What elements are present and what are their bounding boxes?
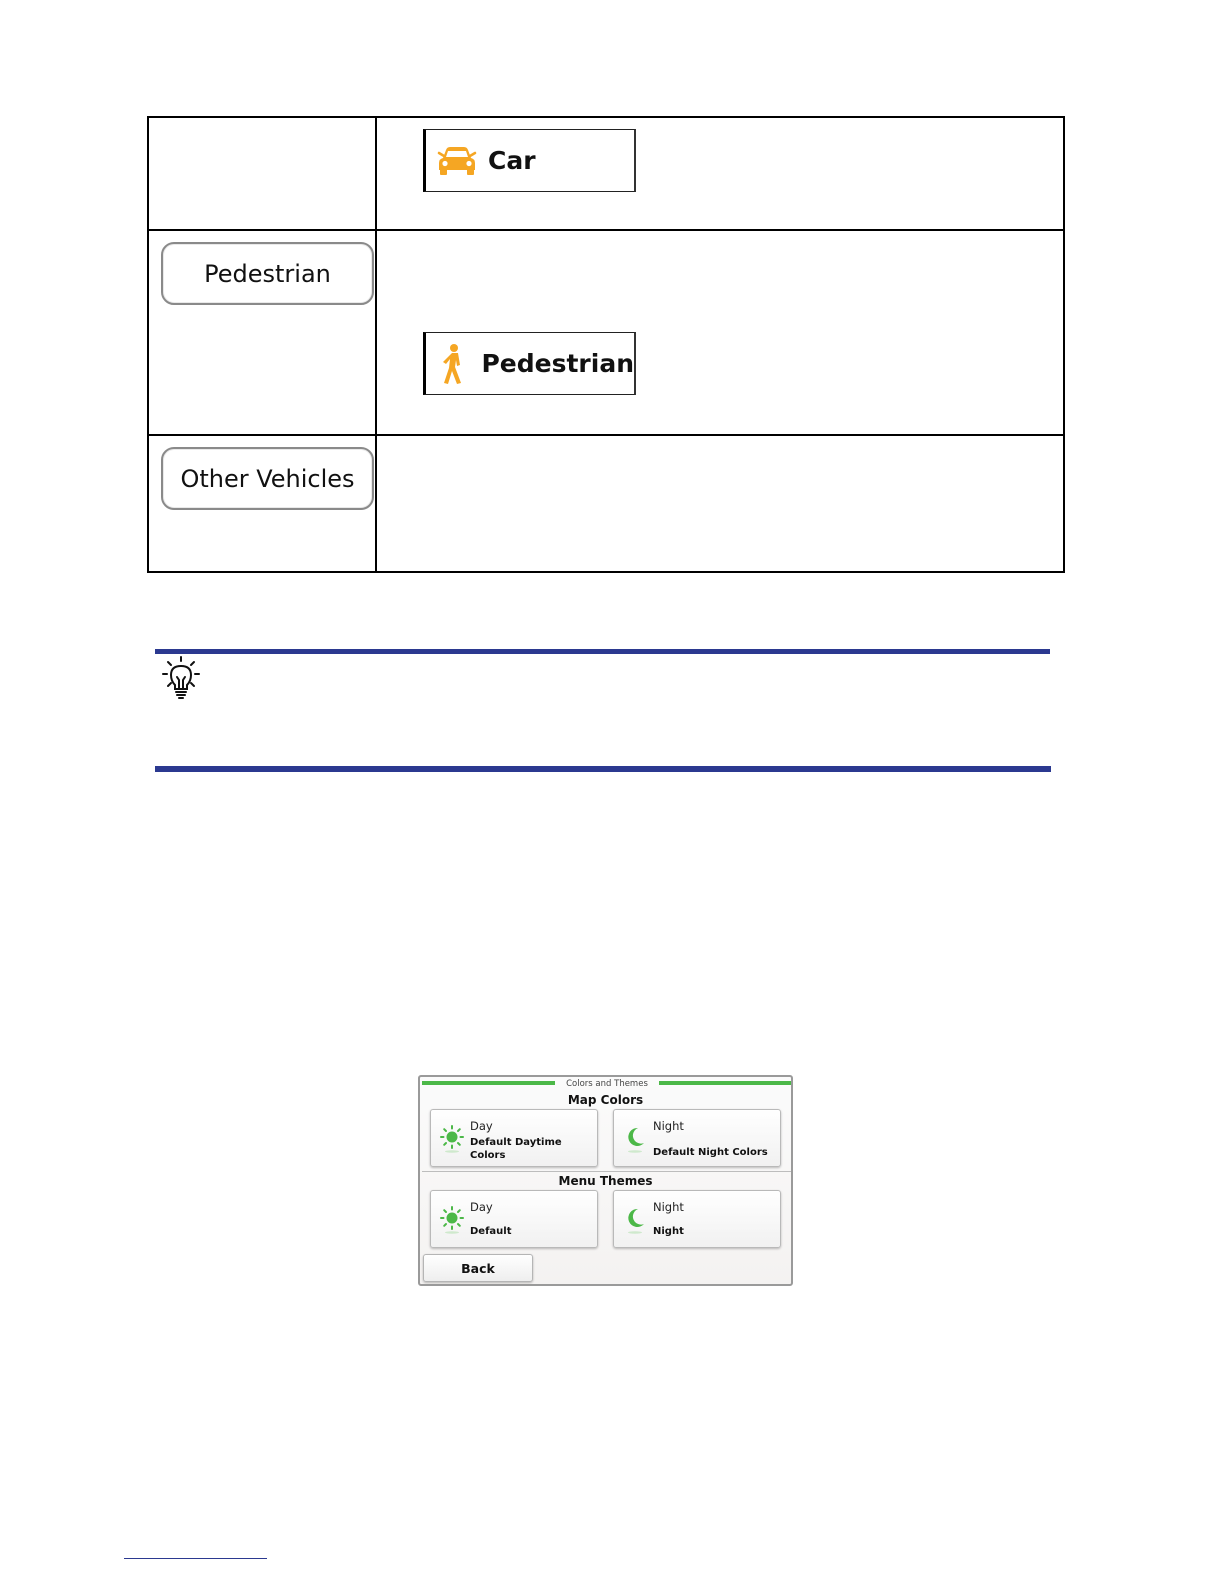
pedestrian-button[interactable]: Pedestrian xyxy=(161,242,374,305)
table-row-pedestrian xyxy=(149,231,1063,436)
option-label: Night xyxy=(653,1200,684,1214)
map-colors-heading: Map Colors xyxy=(567,1093,644,1107)
option-value: Night xyxy=(653,1226,684,1237)
pedestrian-mode-label: Pedestrian xyxy=(481,349,634,378)
option-value: Default xyxy=(470,1226,512,1237)
routing-mode-table xyxy=(147,116,1065,573)
colors-and-themes-screen xyxy=(418,1075,793,1286)
car-icon xyxy=(426,130,488,191)
back-button[interactable]: Back xyxy=(423,1254,533,1282)
table-cell-right xyxy=(377,118,1063,229)
sun-icon xyxy=(440,1124,466,1154)
title-bar-accent xyxy=(422,1081,555,1085)
car-mode-label: Car xyxy=(488,146,536,175)
title-bar-accent xyxy=(659,1081,791,1085)
option-label: Day xyxy=(470,1119,493,1133)
other-vehicles-button[interactable]: Other Vehicles xyxy=(161,447,374,510)
table-row-other-vehicles xyxy=(149,436,1063,571)
menu-themes-heading: Menu Themes xyxy=(558,1174,653,1188)
section-divider xyxy=(422,1171,791,1172)
menu-themes-day-option[interactable] xyxy=(430,1190,598,1248)
pedestrian-icon xyxy=(426,333,481,394)
screen-title: Colors and Themes xyxy=(566,1079,648,1089)
map-colors-day-option[interactable] xyxy=(430,1109,598,1167)
option-label: Day xyxy=(470,1200,493,1214)
table-cell-left xyxy=(149,118,377,229)
option-label: Night xyxy=(653,1119,684,1133)
table-cell-left xyxy=(149,436,377,571)
table-cell-left xyxy=(149,231,377,434)
tip-rule-bottom xyxy=(155,766,1051,772)
sun-icon xyxy=(440,1205,466,1235)
screen-title-bar xyxy=(420,1079,791,1089)
table-cell-right xyxy=(377,436,1063,571)
table-cell-right xyxy=(377,231,1063,434)
option-value: Default Night Colors xyxy=(653,1147,768,1158)
pedestrian-mode-indicator xyxy=(423,332,636,395)
moon-icon xyxy=(623,1205,649,1235)
car-mode-indicator xyxy=(423,129,636,192)
map-colors-night-option[interactable] xyxy=(613,1109,781,1167)
footnote-rule xyxy=(124,1558,267,1559)
moon-icon xyxy=(623,1124,649,1154)
menu-themes-night-option[interactable] xyxy=(613,1190,781,1248)
table-row-car xyxy=(149,118,1063,231)
lightbulb-icon xyxy=(162,656,200,700)
option-value: Default Daytime Colors xyxy=(470,1137,562,1161)
tip-rule-top xyxy=(155,649,1050,654)
